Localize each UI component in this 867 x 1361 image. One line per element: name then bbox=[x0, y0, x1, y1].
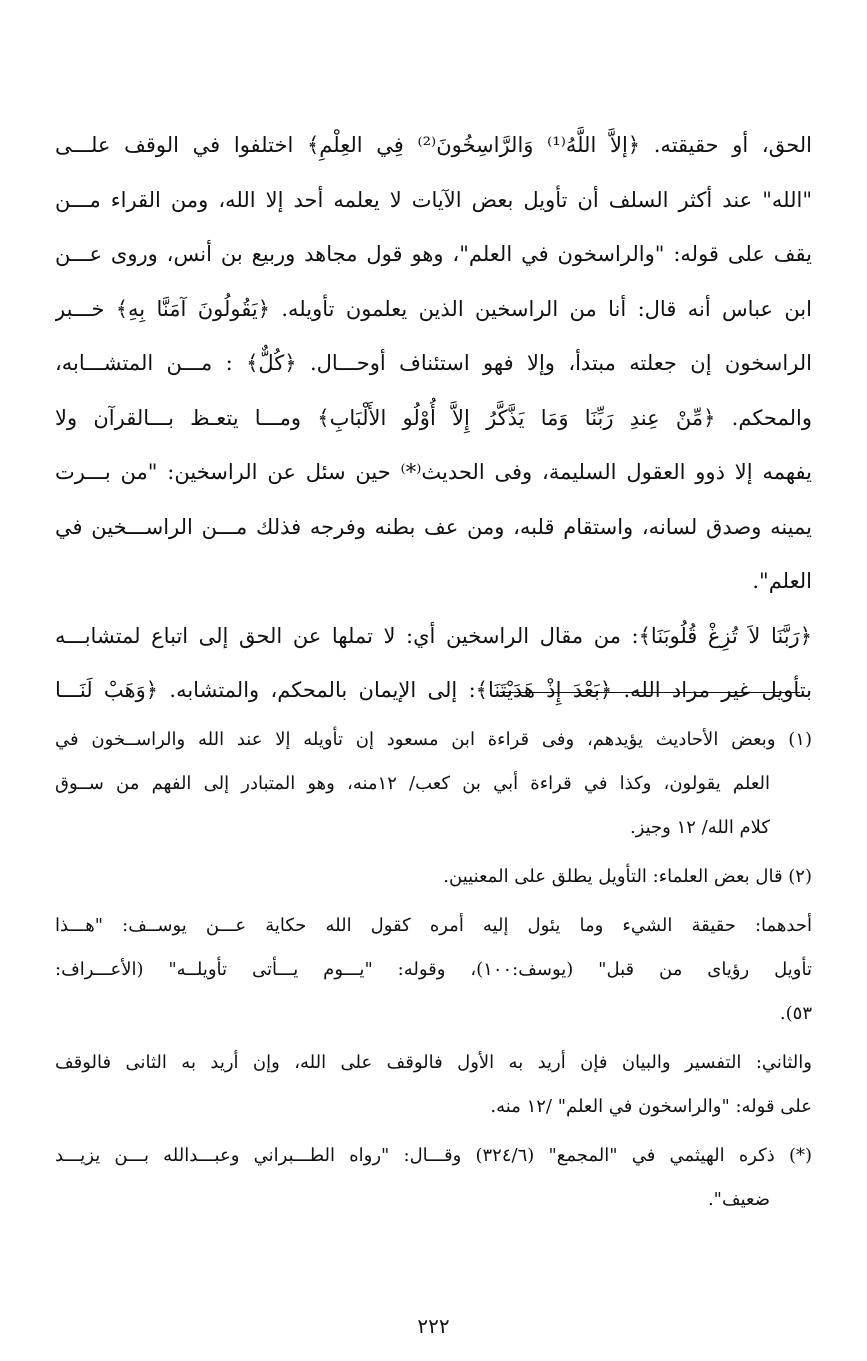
footnote-line: (١) وبعض الأحاديث يؤيدهم، وفى قراءة ابن مسعود إن تأويله إلا عند الله والراســخون في bbox=[55, 729, 812, 750]
footnote-line: ٥٣). bbox=[779, 1003, 812, 1024]
text-line: الحق، أو حقيقته. ﴿إلاَّ اللَّهُ⁽¹⁾ وَالرَّاسِخُونَ⁽²⁾ فِي العِلْمِ﴾ اختلفوا في الوقف علـــى bbox=[55, 133, 812, 157]
footnote-separator bbox=[500, 692, 800, 693]
footnote-line: العلم يقولون، وكذا في قراءة أبي بن كعب/ ١٢منه، وهو المتبادر إلى الفهم من ســوق bbox=[55, 773, 771, 794]
text-line: الراسخون إن جعلته مبتدأ، وإلا فهو استئناف أوحـــال. ﴿كُلٌّ﴾ : مـــن المتشـــابه، bbox=[55, 351, 812, 375]
footnote-line: على قوله: "والراسخون في العلم" /١٢ منه. bbox=[490, 1096, 812, 1117]
text-line: يقف على قوله: "والراسخون في العلم"، وهو قول مجاهد وربيع بن أنس، وروى عـــن bbox=[55, 242, 812, 266]
footnote-line: ضعيف". bbox=[707, 1189, 770, 1210]
text-line: بتأويل غير مراد الله. ﴿بَعْدَ إِذْ هَدَيْتَنَا﴾: إلى الإيمان بالمحكم، والمتشابه. ﴿وَهَبْ لَنَـــا bbox=[55, 678, 812, 702]
footnote-line: (٢) قال بعض العلماء: التأويل يطلق على المعنيين. bbox=[443, 866, 812, 887]
text-line: ابن عباس أنه قال: أنا من الراسخين الذين يعلمون تأويله. ﴿يَقُولُونَ آمَنَّا بِهِ﴾ خـــبر bbox=[55, 296, 812, 321]
text-line: يمينه وصدق لسانه، واستقام قلبه، ومن عف بطنه وفرجه فذلك مـــن الراســـخين في bbox=[55, 514, 812, 539]
footnote-line: والثاني: التفسير والبيان فإن أريد به الأول فالوقف على الله، وإن أريد به الثانى فالوقف bbox=[55, 1052, 812, 1073]
main-text bbox=[55, 118, 812, 718]
footnote-line: (*) ذكره الهيثمي في "المجمع" (٣٢٤/٦) وقـــال: "رواه الطـــبراني وعبـــدالله بـــن يزيـــد bbox=[55, 1145, 812, 1166]
text-line: والمحكم. ﴿مِّنْ عِندِ رَبِّنَا وَمَا يَذَّكَّرُ إِلاَّ أُوْلُو الأَلْبَابِ﴾ ومـــا يتعـظ بـــالقرآن ولا bbox=[55, 405, 812, 430]
footnotes bbox=[55, 718, 812, 1222]
text-line: "الله" عند أكثر السلف أن تأويل بعض الآيات لا يعلمه أحد إلا الله، ومن القراء مـــن bbox=[55, 187, 812, 212]
page-number: ٢٢٢ bbox=[417, 1314, 450, 1338]
text-line: العلم". bbox=[752, 569, 812, 593]
text-line: يفهمه إلا ذوو العقول السليمة، وفى الحديث⁽*⁾ حين سئل عن الراسخين: "من بـــرت bbox=[55, 460, 812, 484]
footnote-line: أحدهما: حقيقة الشيء وما يئول إليه أمره كقول الله حكاية عـــن يوســف: "هـــذا bbox=[55, 915, 812, 936]
footnote-line: تأويل رؤياى من قبل" (يوسف:١٠٠)، وقوله: "يـــوم يـــأتى تأويلــه" (الأعـــراف: bbox=[55, 959, 812, 980]
text-line: ﴿رَبَّنَا لاَ تُزِغْ قُلُوبَنَا﴾: من مقال الراسخين أي: لا تملها عن الحق إلى اتباع لمتشابـــه bbox=[55, 623, 812, 648]
footnote-line: كلام الله/ ١٢ وجيز. bbox=[629, 817, 770, 838]
